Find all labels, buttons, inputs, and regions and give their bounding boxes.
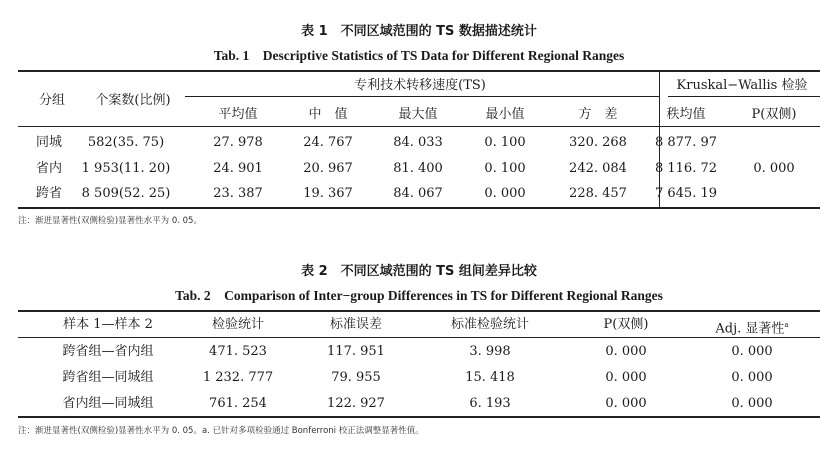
t1-header-group: 分组 [38, 93, 66, 108]
t1-row-mean: 27. 978 [213, 135, 263, 150]
t1-header-mean: 平均值 [218, 107, 258, 122]
t2-row-adj: 0. 000 [731, 396, 773, 411]
t1-header-p: P(双侧) [751, 107, 797, 122]
t2-row-pair: 跨省组—同城组 [62, 370, 154, 385]
t1-row-rank-mean: 8 877. 97 [654, 135, 718, 150]
t1-header-min: 最小值 [485, 107, 525, 122]
t2-row-stat: 1 232. 777 [202, 370, 274, 385]
t1-row-rank-mean: 7 645. 19 [654, 186, 718, 201]
t2-row-std-stat: 15. 418 [465, 370, 515, 385]
t1-row-median: 24. 767 [303, 135, 353, 150]
t2-row-stat: 761. 254 [209, 396, 267, 411]
table2-top-rule [18, 310, 820, 312]
t1-row-group: 跨省 [36, 186, 63, 201]
t2-header-std-stat: 标准检验统计 [450, 317, 530, 332]
t2-header-p: P(双侧) [603, 317, 649, 332]
table1-speed-rule [185, 96, 659, 97]
t1-header-count: 个案数(比例) [95, 93, 171, 108]
t2-row-stat: 471. 523 [209, 344, 267, 359]
table1-bottom-rule [18, 207, 820, 209]
t2-row-se: 117. 951 [327, 344, 385, 359]
table1-kw-rule [668, 96, 820, 97]
t1-p-value: 0. 000 [753, 161, 795, 176]
t1-header-max: 最大值 [398, 107, 438, 122]
t2-row-p: 0. 000 [605, 370, 647, 385]
table1-top-rule [18, 70, 820, 72]
t1-row-group: 省内 [36, 161, 63, 176]
t2-header-pair: 样本 1—样本 2 [63, 317, 153, 332]
table1-title-en: Tab. 1 Descriptive Statistics of TS Data for Different Regional Ranges [213, 48, 625, 63]
t1-row-mean: 24. 901 [213, 161, 263, 176]
table1-header-rule [18, 126, 820, 127]
table2-note: 注：渐进显著性(双侧检验)显著性水平为 0. 05。a. 已针对多项检验通过 Bonferroni 校正法调整显著性值。 [18, 426, 424, 436]
t1-row-max: 84. 067 [393, 186, 443, 201]
t1-row-variance: 320. 268 [569, 135, 627, 150]
t2-row-adj: 0. 000 [731, 344, 773, 359]
t1-row-count: 582(35. 75) [87, 135, 165, 150]
t2-header-se: 标准误差 [329, 317, 383, 332]
t2-row-std-stat: 3. 998 [469, 344, 511, 359]
t1-row-median: 20. 967 [303, 161, 353, 176]
t1-header-variance: 方 差 [578, 107, 618, 122]
t2-row-p: 0. 000 [605, 396, 647, 411]
table2-bottom-rule [18, 416, 820, 418]
footnote-marker: a [784, 321, 789, 329]
t1-row-variance: 228. 457 [569, 186, 627, 201]
t1-header-speed: 专利技术转移速度(TS) [354, 78, 486, 93]
t1-row-median: 19. 367 [303, 186, 353, 201]
t1-row-rank-mean: 8 116. 72 [654, 161, 718, 176]
t2-row-std-stat: 6. 193 [469, 396, 511, 411]
t1-header-median: 中 值 [308, 107, 348, 122]
table1-note: 注：渐进显著性(双侧检验)显著性水平为 0. 05。 [18, 216, 202, 226]
t1-row-max: 81. 400 [393, 161, 443, 176]
table2-title-cn: 表 2 不同区域范围的 TS 组间差异比较 [301, 264, 537, 279]
t2-row-p: 0. 000 [605, 344, 647, 359]
table1-title-cn: 表 1 不同区域范围的 TS 数据描述统计 [301, 24, 537, 39]
t1-row-variance: 242. 084 [569, 161, 627, 176]
table2-title-en: Tab. 2 Comparison of Inter−group Differences in TS for Different Regional Ranges [175, 288, 663, 303]
table2-header-rule [18, 337, 820, 338]
t1-row-group: 同城 [36, 135, 63, 150]
t2-row-adj: 0. 000 [731, 370, 773, 385]
t2-row-pair: 省内组—同城组 [62, 396, 154, 411]
t1-row-mean: 23. 387 [213, 186, 263, 201]
t1-header-rank-mean: 秩均值 [666, 107, 706, 122]
t2-row-se: 122. 927 [327, 396, 385, 411]
t1-row-max: 84. 033 [393, 135, 443, 150]
t1-row-min: 0. 100 [484, 135, 526, 150]
t2-header-adj: Adj. 显著性$^a$ [715, 321, 789, 337]
t2-row-pair: 跨省组—省内组 [62, 344, 154, 359]
t1-header-kw: Kruskal−Wallis 检验 [676, 78, 808, 93]
t2-row-se: 79. 955 [331, 370, 381, 385]
t1-row-count: 8 509(52. 25) [81, 186, 171, 201]
t1-row-min: 0. 000 [484, 186, 526, 201]
t1-row-min: 0. 100 [484, 161, 526, 176]
t1-row-count: 1 953(11. 20) [81, 161, 171, 176]
t2-header-stat: 检验统计 [211, 317, 265, 332]
